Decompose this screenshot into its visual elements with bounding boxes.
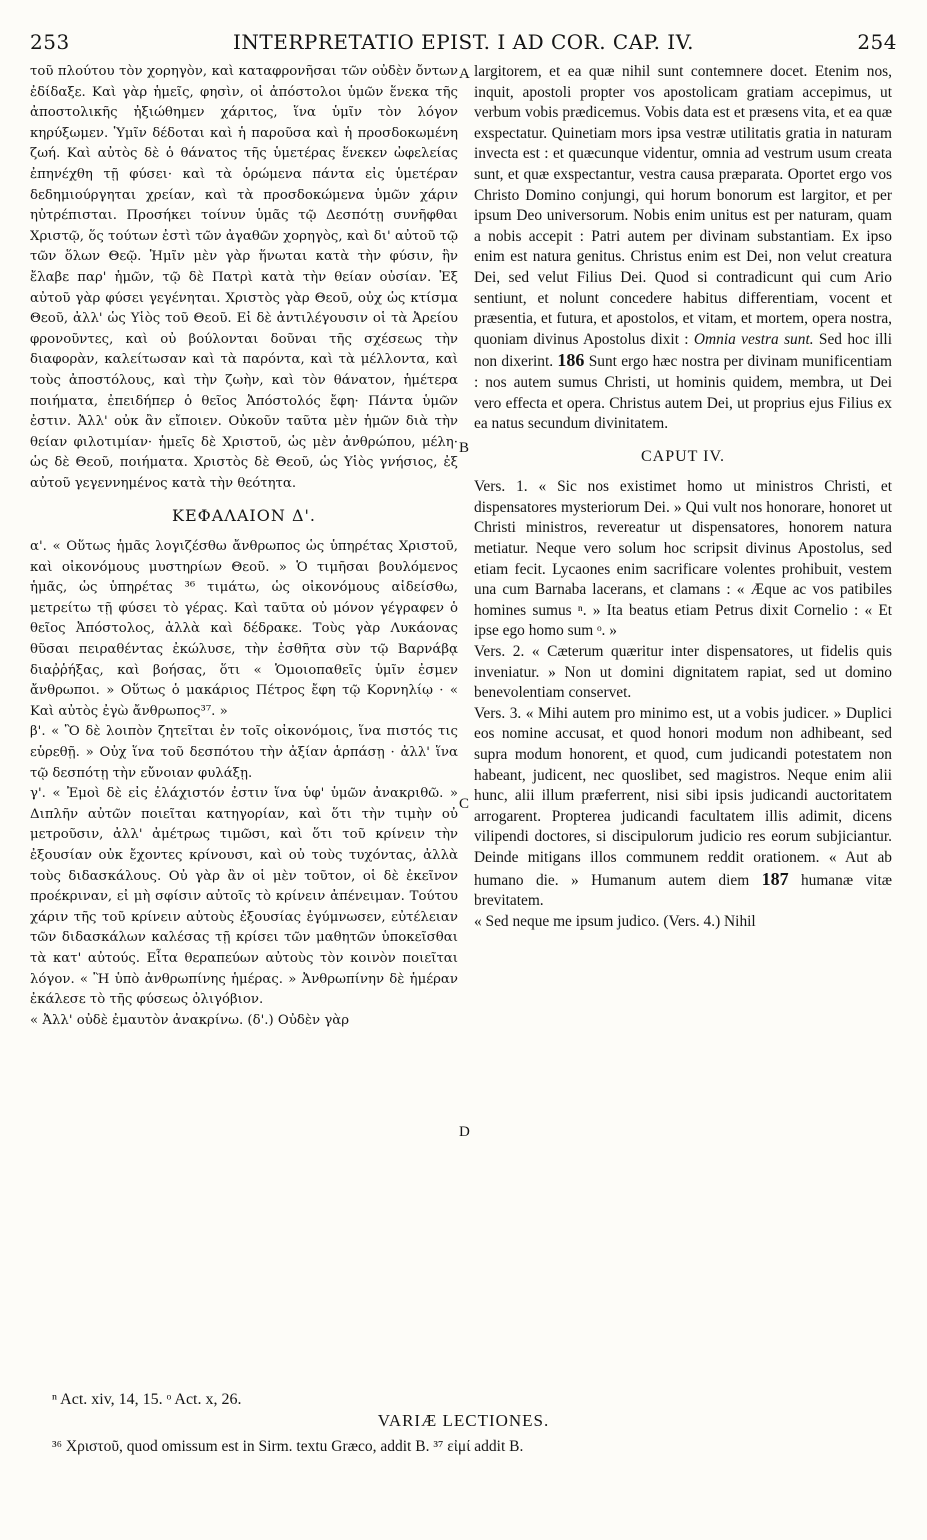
latin-verse-4: « Sed neque me ipsum judico. (Vers. 4.) Nihil <box>474 912 756 930</box>
margin-marker-d: D <box>459 1124 470 1140</box>
latin-text: Sunt ergo hæc nostra per divinam munificentiam : nos autem sumus Christi, ut hominis quidem, membra, ut Dei vero effecta et opera. Christus autem Dei, ut proprius ejus Filius ex ea natus secundum divinitatem. <box>474 353 893 433</box>
page-header <box>0 30 927 60</box>
column-number-186: 186 <box>557 350 585 371</box>
latin-verse-3 <box>474 704 892 912</box>
latin-verse-2: Vers. 2. « Cæterum quæritur inter dispensatores, ut fidelis quis inveniatur. » Non ut domini dignitatem rapiat, sed ut domino benevolentiam conservet. <box>474 643 892 702</box>
latin-text: Sed hoc illi non dixerint. <box>474 330 892 371</box>
latin-verse-1: Vers. 1. « Sic nos existimet homo ut ministros Christi, et dispensatores mysteriorum Dei. » Qui vult nos honorare, honoret ut Christi ministros, revereatur ut dispensatores, honorem natura metiatur. Neque vero solum hoc scripsit divinus Apostolus, sed etiam fecit. Lycaones enim sacrificare volentes prohibuit, vestem una cum Barnaba lacerans, et clamans : « Æque ac vos patibiles homines sumus ⁿ. » Ita beatus etiam Petrus dixit Cornelio : « Et ipse ego homo sum ᵒ. » <box>474 478 892 640</box>
greek-verse-1: α'. « Οὕτως ἡμᾶς λογιζέσθω ἄνθρωπος ὡς ὑπηρέτας Χριστοῦ, καὶ οἰκονόμους μυστηρίων Θεοῦ. » Ὁ τιμῆσαι βουλόμενος ἡμᾶς, ὡς ὑπηρέτας ³⁶ τιμάτω, ὡς οἰκονόμους αἰδείσθω, μετρείτω τῇ φύσει τὸ γέρας. Καὶ ταῦτα οὐ μόνον γέγραφεν ὁ θεῖος Ἀπόστολος, ἀλλὰ καὶ δέδρακε. Τοὺς γὰρ Λυκάονας θῦσαι πειραθέντας ἐκώλυσε, τὴν ἐσθῆτα σὺν τῷ Βαρνάβᾳ διαῤῥήξας, καὶ βοήσας, ὅτι « Ὁμοιοπαθεῖς ὑμῖν ἐσμεν ἄνθρωποι. » Οὕτως ὁ μακάριος Πέτρος ἔφη τῷ Κορνηλίῳ · « Καὶ αὐτὸς ἐγὼ ἄνθρωπος³⁷. » <box>30 539 458 719</box>
latin-quote: Omnia vestra sunt. <box>693 330 814 348</box>
running-title: INTERPRETATIO EPIST. I AD COR. CAP. IV. <box>232 30 694 54</box>
latin-column <box>474 62 892 932</box>
latin-paragraph <box>474 62 892 435</box>
left-page-number: 253 <box>30 30 70 54</box>
latin-chapter-heading: CAPUT IV. <box>641 447 725 465</box>
right-page-number: 254 <box>857 30 897 54</box>
margin-marker-a: A <box>459 66 470 82</box>
latin-text: Vers. 3. « Mihi autem pro minimo est, ut a vobis judicer. » Duplici eos nomine accusat, et quod honori modum non adhibeant, sed supra modum honorent, et quod, cum judicandi potestatem non habeant, judicent, nec quoslibet, sed magistros. Neque enim alii hunc, alii illum præferrent, nisi sibi ipsis judicandi auctoritatem arrogarent. Propterea judicandi facultatem illis adimit, dicens vilipendi doctores, si discipulorum judicio res eorum subjiciantur. Deinde mitigans illos communem reddit orationem. « Aut ab humano die. » Humanum autem diem <box>474 704 892 889</box>
greek-chapter-heading: ΚΕΦΑΛΑΙΟΝ Δ'. <box>172 506 316 526</box>
latin-text: humanæ vitæ brevitatem. <box>474 871 892 910</box>
column-number-187: 187 <box>761 868 789 889</box>
margin-marker-b: B <box>459 440 470 456</box>
footnotes: ⁿ Act. xiv, 14, 15. ᵒ Act. x, 26. <box>52 1391 242 1408</box>
variae-lectiones-text: ³⁶ Χριστοῦ, quod omissum est in Sirm. textu Græco, addit B. ³⁷ εἰμί addit B. <box>52 1438 524 1455</box>
greek-paragraph: τοῦ πλούτου τὸν χορηγὸν, καὶ καταφρονῆσαι τῶν οὐδὲν ὄντων ἐδίδαξε. Καὶ γὰρ ἡμεῖς, φησὶν, οἱ ἀπόστολοι ὑμῶν ἕνεκα τῆς ἀποστολικῆς ἠξιώθημεν χάριτος, ἵνα ὑμῖν τὸν λόγον κηρύξωμεν. Ὑμῖν δέδοται καὶ ἡ παροῦσα καὶ ἡ προσδοκωμένη ζωή. Καὶ αὐτὸς δὲ ὁ θάνατος τῆς ὑμετέρας ἕνεκεν ὠφελείας ἐπηνέχθη τῇ φύσει· καὶ τὰ ὁρώμενα πάντα εἰς ὑμετέραν δεδημιούργηται χρείαν, καὶ τὰ προσδοκώμενα ὑμῶν χάριν ηὐτρέπισται. Προσήκει τοίνυν ὑμᾶς τῷ Δεσπότῃ συνῆφθαι Χριστῷ, ὅς τούτων ἐστὶ τῶν ἀγαθῶν χορηγὸς, καὶ δι' αὐτοῦ τῷ τῶν ὅλων Θεῷ. Ἡμῖν μὲν γὰρ ἥνωται κατὰ τὴν φύσιν, ἣν ἔλαβε παρ' ἡμῶν, τῷ δὲ Πατρὶ κατὰ τὴν θείαν οὐσίαν. Ἐξ αὐτοῦ γὰρ φύσει γεγένηται. Χριστὸς γὰρ Θεοῦ, οὐχ ὡς κτίσμα Θεοῦ, ἀλλ' ὡς Υἱὸς τοῦ Θεοῦ. Εἰ δὲ ἀντιλέγουσιν οἱ τὰ Ἀρείου φρονοῦντες, καὶ οὐ βούλονται δοῦναι τῆς σχέσεως τὴν διαφορὰν, καλείτωσαν καὶ τὰ παρόντα, καὶ τὰ μέλλοντα, καὶ τοὺς ἀποστόλους, καὶ τὴν ζωὴν, καὶ τὸν θάνατον, ἡμέτερα ποιήματα, ἐπειδήπερ ὁ θεῖος Ἀπόστολός ἔφη· Πάντα ὑμῶν ἐστιν. Ἀλλ' οὐκ ἂν εἴποιεν. Οὐκοῦν ταῦτα μὲν ἡμῶν διὰ τὴν θείαν φιλοτιμίαν· ἡμεῖς δὲ Χριστοῦ, ὡς μὲν ἀνθρώπου, μέλη· ὡς δὲ Θεοῦ, ποιήματα. Χριστὸς δὲ Θεοῦ, ὡς Υἱὸς γνήσιος, ἐξ αὐτοῦ γεγεννημένος κατὰ τὴν θεότητα. <box>30 64 458 491</box>
variae-lectiones-title: VARIÆ LECTIONES. <box>377 1411 550 1430</box>
margin-marker-c: C <box>459 796 470 812</box>
greek-column <box>30 62 458 1031</box>
greek-verse-3: γ'. « Ἐμοὶ δὲ εἰς ἐλάχιστόν ἐστιν ἵνα ὑφ' ὑμῶν ἀνακριθῶ. » Διπλῆν αὐτῶν ποιεῖται κατηγορίαν, καὶ ὅτι τὴν τιμὴν οὐ μετροῦσιν, ἀλλ' ἀμέτρως τιμῶσι, καὶ ὅτι τοῦ κρίνειν τὴν ἐξουσίαν οὐκ ἔχοντες κρίνουσι, καὶ οὐ τοὺς τυχόντας, ἀλλὰ τοὺς διδασκάλους. Οὐ γὰρ ἂν οἱ μὲν τοῦτον, οἱ δὲ ἐκεῖνον προέκριναν, εἰ μὴ σφίσιν αὐτοῖς τὸ κρίνειν ἀπένειμαν. Τούτου χάριν τῆς τοῦ κρίνειν αὐτοὺς ἐξουσίας ἐγύμνωσεν, εὐτέλειαν τῶν διδασκάλων καλέσας τῇ κρίσει τῶν μαθητῶν ὑποκεῖσθαι τὰ κατ' αὐτούς. Εἶτα θεραπεύων αὐτοὺς τὸν κοινὸν ποιεῖται λόγον. « Ἢ ὑπὸ ἀνθρωπίνης ἡμέρας. » Ἀνθρωπίνην δὲ ἡμέραν ἐκάλεσε τὸ τῆς φύσεως ὀλιγόβιον. <box>30 786 458 1008</box>
greek-verse-2: β'. « Ὃ δὲ λοιπὸν ζητεῖται ἐν τοῖς οἰκονόμοις, ἵνα πιστός τις εὑρεθῇ. » Οὐχ ἵνα τοῦ δεσπότου τὴν ἀξίαν ἁρπάσῃ · ἀλλ' ἵνα τῷ δεσπότῃ τὴν εὔνοιαν φυλάξῃ. <box>30 724 458 781</box>
greek-verse-4: « Ἀλλ' οὐδὲ ἐμαυτὸν ἀνακρίνω. (δ'.) Οὐδὲν γὰρ <box>30 1012 350 1028</box>
latin-text: largitorem, et ea quæ nihil sunt contemnere docet. Etenim nos, inquit, apostoli propter vos apostolicam gratiam accepimus, ut verbum vobis prædicemus. Vobis data est et præsens vita, et ea quæ exspectatur. Quinetiam mors ipsa vestræ utilitatis gratia in naturam invecta est : et quæcunque videntur, omnia ad vestrum usum creata sunt, et quæ exspectantur, vestra causa præparata. Oportet ergo vos Christo Domino conjungi, qui horum bonorum est largitor, et per ipsum Deo universorum. Nobis enim unitus est per naturam, quam a nobis accepit : Patri autem per divinam substantiam. Ex ipso enim est natura genitus. Christus enim est Dei, non velut creatura Dei, sed velut Filius Dei. Quod si contradicunt qui cum Ario sentiunt, et nolunt concedere habitus differentiam, vocent et præsentia, et futura, et apostolos, et vitam, et mortem, opera nostra, quoniam divinus Apostolus dixit : <box>474 63 892 348</box>
